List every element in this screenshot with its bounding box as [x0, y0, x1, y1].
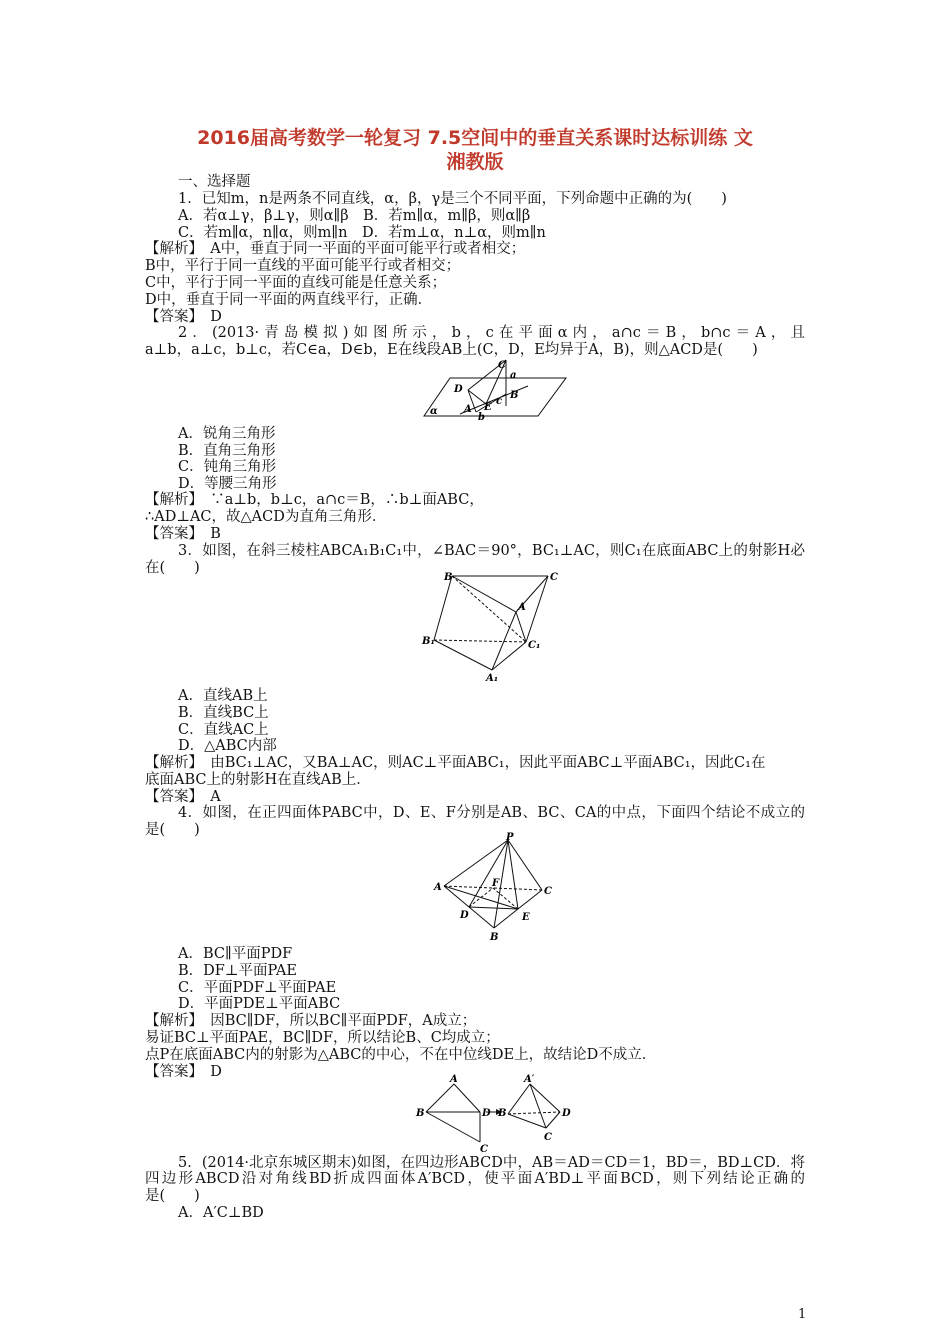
fig1-label-b: B — [510, 390, 519, 401]
fig2-label-a: A — [518, 602, 526, 613]
question-1-analysis-d: D中，垂直于同一平面的两直线平行，正确． — [145, 292, 433, 308]
fig1-label-e: E — [484, 402, 492, 413]
question-4-option-b: B．DF⊥平面PAE — [178, 963, 297, 979]
question-4-analysis-c: 点P在底面ABC内的射影为△ABC的中心，不在中位线DE上，故结论D不成立． — [145, 1047, 657, 1063]
question-3-option-a: A．直线AB上 — [178, 688, 268, 704]
question-5-stem: 5．(2014·北京东城区期末)如图，在四边形ABCD中，AB＝AD＝CD＝1，BD＝，BD⊥CD．将 — [178, 1155, 805, 1171]
fig3-label-e: E — [522, 912, 530, 923]
fig1-label-alpha: α — [430, 406, 438, 417]
question-4-option-a: A．BC∥平面PDF — [178, 946, 293, 962]
fig2-label-c: C — [550, 572, 558, 583]
fig4-label-c-2: C — [544, 1132, 552, 1143]
fig3-label-c: C — [544, 886, 552, 897]
fig1-label-c-line: c — [496, 396, 503, 407]
page-number: 1 — [798, 1307, 807, 1322]
fig4-label-b: B — [416, 1108, 425, 1119]
question-4-option-d: D．平面PDE⊥平面ABC — [178, 996, 341, 1012]
question-1-options-cd: C．若m∥α，n∥α，则m∥n D．若m⊥α，n⊥α，则m∥n — [178, 225, 546, 241]
question-2-stem: 2．(2013·青岛模拟)如图所示，b，c在平面α内，a∩c＝B，b∩c＝A，且 — [178, 325, 805, 341]
fig1-label-a: a — [510, 370, 517, 381]
fig4-label-a-prime: A′ — [524, 1074, 535, 1085]
fig4-label-b-2: B — [498, 1108, 507, 1119]
question-2-answer: 【答案】 B — [145, 526, 221, 542]
question-1-analysis-b: B中，平行于同一直线的平面可能平行或者相交； — [145, 258, 461, 274]
question-2-option-b: B．直角三角形 — [178, 443, 276, 459]
title-line-2: 湘教版 — [446, 151, 504, 173]
question-1-answer: 【答案】 D — [145, 309, 222, 325]
question-5-option-a: A．A′C⊥BD — [178, 1205, 264, 1221]
question-1-stem: 1．已知m，n是两条不同直线，α，β，γ是三个不同平面，下列命题中正确的为( ) — [178, 191, 727, 207]
question-2-analysis: 【解析】 ∵a⊥b，b⊥c，a∩c＝B，∴b⊥面ABC， — [145, 492, 484, 508]
question-2-stem-cont: a⊥b，a⊥c，b⊥c，若C∈a，D∈b，E在线段AB上(C，D，E均异于A，B)，则△ACD是( ) — [145, 342, 758, 358]
question-3-stem-cont: 在( ) — [145, 560, 200, 576]
fig1-label-a-pt: A — [464, 404, 472, 415]
question-1-analysis: 【解析】 A中，垂直于同一平面的平面可能平行或者相交； — [145, 241, 526, 257]
question-3-option-d: D．△ABC内部 — [178, 738, 277, 754]
fig3-label-p: P — [506, 832, 514, 843]
fig4-label-d-2: D — [562, 1108, 571, 1119]
figure-oblique-prism — [420, 568, 570, 683]
fig1-label-d: D — [454, 384, 463, 395]
question-4-answer: 【答案】 D — [145, 1064, 222, 1080]
figure-regular-tetrahedron — [430, 832, 560, 942]
question-2-option-c: C．钝角三角形 — [178, 459, 277, 475]
question-5-stem-cont: 四边形ABCD沿对角线BD折成四面体A′BCD，使平面A′BD⊥平面BCD，则下列结论正确的 — [145, 1171, 805, 1187]
fig4-label-d: D — [482, 1108, 491, 1119]
fig2-label-a1: A₁ — [486, 673, 499, 683]
fig3-label-f: F — [492, 878, 500, 889]
question-2-option-a: A．锐角三角形 — [178, 426, 276, 442]
figure-plane-lines — [420, 356, 570, 422]
question-2-analysis-cont: ∴AD⊥AC，故△ACD为直角三角形． — [145, 509, 387, 525]
section-heading: 一、选择题 — [178, 174, 251, 190]
question-4-analysis-b: 易证BC⊥平面PAE，BC∥DF，所以结论B、C均成立； — [145, 1030, 500, 1046]
fig1-label-b-line: b — [478, 412, 485, 422]
question-4-stem-cont: 是( ) — [145, 822, 200, 838]
question-3-stem: 3．如图，在斜三棱柱ABCA₁B₁C₁中，∠BAC＝90°，BC₁⊥AC，则C₁在底面ABC上的射影H必 — [178, 543, 805, 559]
title-line-1: 2016届高考数学一轮复习 7.5空间中的垂直关系课时达标训练 文 — [197, 127, 753, 149]
fig4-label-a: A — [450, 1074, 458, 1085]
fig4-label-c: C — [480, 1144, 488, 1154]
question-4-analysis: 【解析】 因BC∥DF，所以BC∥平面PDF，A成立； — [145, 1013, 477, 1029]
question-3-option-c: C．直线AC上 — [178, 722, 269, 738]
question-1-analysis-c: C中，平行于同一平面的直线可能是任意关系； — [145, 275, 447, 291]
fig3-label-b: B — [490, 932, 499, 942]
question-4-option-c: C．平面PDF⊥平面PAE — [178, 980, 337, 996]
question-3-analysis: 【解析】 由BC₁⊥AC，又BA⊥AC，则AC⊥平面ABC₁，因此平面ABC⊥平面ABC₁，因此C₁在 — [145, 755, 766, 771]
question-3-answer: 【答案】 A — [145, 789, 221, 805]
fig2-label-c1: C₁ — [528, 640, 541, 651]
question-2-option-d: D．等腰三角形 — [178, 476, 277, 492]
question-5-stem-end: 是( ) — [145, 1188, 200, 1204]
question-3-analysis-cont: 底面ABC上的射影H在直线AB上． — [145, 772, 371, 788]
fig1-label-c: C — [498, 360, 506, 371]
fig2-label-b: B — [444, 572, 453, 583]
question-4-stem: 4．如图，在正四面体PABC中，D、E、F分别是AB、BC、CA的中点，下面四个结论不成立的 — [178, 805, 805, 821]
fig2-label-b1: B₁ — [422, 636, 435, 647]
fig3-label-a: A — [434, 882, 442, 893]
question-1-options-ab: A．若α⊥γ，β⊥γ，则α∥β B．若m∥α，m∥β，则α∥β — [178, 208, 531, 224]
question-3-option-b: B．直线BC上 — [178, 705, 269, 721]
fig3-label-d: D — [460, 910, 469, 921]
figure-fold-quadrilateral — [410, 1072, 580, 1154]
